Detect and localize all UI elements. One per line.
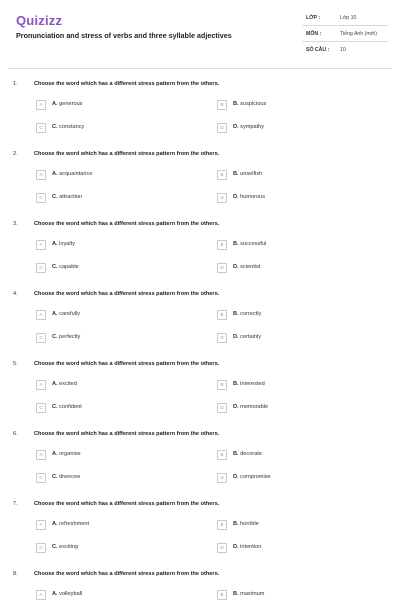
- question-prompt: Choose the word which has a different stress pattern from the others.: [34, 431, 220, 437]
- question-prompt: Choose the word which has a different stress pattern from the others.: [34, 361, 220, 367]
- option-letter: A.: [52, 311, 58, 317]
- answer-option[interactable]: [217, 333, 337, 343]
- answer-option[interactable]: [217, 543, 337, 553]
- option-word: refreshment: [59, 521, 90, 527]
- option-word: correctly: [240, 311, 262, 317]
- option-word: capable: [59, 264, 79, 270]
- option-word: memorable: [240, 404, 269, 410]
- option-label: [52, 264, 79, 270]
- option-letter: D.: [233, 544, 239, 550]
- option-letter: A.: [52, 451, 58, 457]
- option-word: acquaintance: [59, 171, 93, 177]
- meta-key: MÔN :: [306, 31, 322, 37]
- question-number: 4.: [13, 291, 18, 297]
- answer-option[interactable]: [217, 123, 337, 133]
- question-number: 8.: [13, 571, 18, 577]
- option-checkbox[interactable]: B: [217, 590, 227, 600]
- option-label: [233, 451, 262, 457]
- meta-value: Lớp 10: [340, 15, 357, 21]
- option-checkbox[interactable]: C: [36, 403, 46, 413]
- answer-option[interactable]: [36, 403, 156, 413]
- option-word: humorous: [240, 194, 266, 200]
- option-letter: C.: [52, 194, 58, 200]
- option-letter: D.: [233, 264, 239, 270]
- option-checkbox[interactable]: D: [217, 473, 227, 483]
- answer-option[interactable]: [217, 170, 337, 180]
- answer-option[interactable]: [217, 380, 337, 390]
- option-label: [52, 474, 80, 480]
- option-checkbox[interactable]: A: [36, 170, 46, 180]
- option-label: [233, 101, 266, 107]
- option-label: [52, 544, 78, 550]
- answer-option[interactable]: [36, 170, 156, 180]
- meta-value: 10: [340, 47, 346, 53]
- option-label: [233, 334, 261, 340]
- option-letter: A.: [52, 171, 58, 177]
- answer-option[interactable]: [36, 543, 156, 553]
- meta-key: LỚP :: [306, 15, 321, 21]
- question-number: 6.: [13, 431, 18, 437]
- option-label: [52, 334, 80, 340]
- answer-option[interactable]: [217, 193, 337, 203]
- option-checkbox[interactable]: D: [217, 193, 227, 203]
- option-word: exciting: [59, 544, 79, 550]
- option-letter: B.: [233, 521, 239, 527]
- question-number: 5.: [13, 361, 18, 367]
- answer-option[interactable]: [36, 473, 156, 483]
- question-prompt: Choose the word which has a different stress pattern from the others.: [34, 291, 220, 297]
- question-item: [0, 81, 400, 151]
- option-label: [52, 404, 82, 410]
- option-letter: B.: [233, 241, 239, 247]
- question-item: [0, 361, 400, 431]
- option-label: [233, 171, 262, 177]
- option-label: [233, 521, 259, 527]
- option-letter: C.: [52, 264, 58, 270]
- option-letter: C.: [52, 544, 58, 550]
- option-word: suspicious: [240, 101, 267, 107]
- question-prompt: Choose the word which has a different stress pattern from the others.: [34, 151, 220, 157]
- option-label: [233, 194, 265, 200]
- option-word: carefully: [59, 311, 80, 317]
- option-letter: B.: [233, 451, 239, 457]
- option-label: [52, 171, 92, 177]
- option-checkbox[interactable]: B: [217, 520, 227, 530]
- option-word: organise: [59, 451, 81, 457]
- question-prompt: Choose the word which has a different stress pattern from the others.: [34, 221, 220, 227]
- option-label: [52, 311, 80, 317]
- option-checkbox[interactable]: B: [217, 240, 227, 250]
- question-item: [0, 571, 400, 600]
- question-prompt: Choose the word which has a different stress pattern from the others.: [34, 81, 220, 87]
- quizizz-logo: [16, 13, 62, 28]
- option-label: [52, 241, 75, 247]
- meta-key: SỐ CÂU :: [306, 47, 330, 53]
- option-label: [52, 194, 82, 200]
- option-checkbox[interactable]: C: [36, 263, 46, 273]
- option-word: attraction: [59, 194, 83, 200]
- logo-text: Quizizz: [16, 13, 63, 28]
- option-word: maximum: [240, 591, 265, 597]
- option-checkbox[interactable]: D: [217, 333, 227, 343]
- option-checkbox[interactable]: D: [217, 543, 227, 553]
- option-word: interested: [240, 381, 265, 387]
- answer-option[interactable]: [36, 240, 156, 250]
- option-checkbox[interactable]: B: [217, 310, 227, 320]
- option-letter: A.: [52, 591, 58, 597]
- meta-row-subject: [302, 26, 388, 42]
- option-label: [52, 591, 82, 597]
- option-letter: B.: [233, 171, 239, 177]
- option-label: [233, 124, 264, 130]
- option-letter: A.: [52, 521, 58, 527]
- option-checkbox[interactable]: C: [36, 333, 46, 343]
- answer-option[interactable]: [36, 123, 156, 133]
- option-letter: C.: [52, 334, 58, 340]
- option-checkbox[interactable]: A: [36, 100, 46, 110]
- option-word: decorate: [240, 451, 262, 457]
- option-letter: D.: [233, 334, 239, 340]
- option-letter: D.: [233, 124, 239, 130]
- option-label: [233, 264, 260, 270]
- answer-option[interactable]: [36, 333, 156, 343]
- option-letter: C.: [52, 474, 58, 480]
- meta-row-class: [302, 10, 388, 26]
- option-checkbox[interactable]: B: [217, 380, 227, 390]
- answer-option[interactable]: [217, 450, 337, 460]
- answer-option[interactable]: [217, 590, 337, 600]
- option-letter: A.: [52, 381, 58, 387]
- option-checkbox[interactable]: A: [36, 450, 46, 460]
- answer-option[interactable]: [36, 450, 156, 460]
- option-word: horrible: [240, 521, 259, 527]
- option-label: [233, 544, 261, 550]
- option-word: compromise: [240, 474, 271, 480]
- worksheet-title: Pronunciation and stress of verbs and three syllable adjectives: [16, 31, 232, 40]
- option-checkbox[interactable]: A: [36, 310, 46, 320]
- option-letter: D.: [233, 404, 239, 410]
- option-letter: B.: [233, 591, 239, 597]
- meta-table: [302, 10, 388, 57]
- answer-option[interactable]: [217, 263, 337, 273]
- option-label: [52, 521, 89, 527]
- option-checkbox[interactable]: C: [36, 193, 46, 203]
- answer-option[interactable]: [217, 310, 337, 320]
- question-number: 2.: [13, 151, 18, 157]
- option-letter: A.: [52, 241, 58, 247]
- option-label: [233, 474, 271, 480]
- option-letter: B.: [233, 311, 239, 317]
- answer-option[interactable]: [36, 590, 156, 600]
- option-word: excited: [59, 381, 77, 387]
- question-item: [0, 431, 400, 501]
- answer-option[interactable]: [217, 520, 337, 530]
- option-checkbox[interactable]: A: [36, 590, 46, 600]
- option-word: scientist: [240, 264, 261, 270]
- option-label: [233, 591, 264, 597]
- option-checkbox[interactable]: D: [217, 403, 227, 413]
- answer-option[interactable]: [36, 520, 156, 530]
- option-checkbox[interactable]: A: [36, 380, 46, 390]
- option-letter: C.: [52, 404, 58, 410]
- option-checkbox[interactable]: B: [217, 450, 227, 460]
- question-item: [0, 221, 400, 291]
- meta-row-count: [302, 42, 388, 57]
- option-word: intention: [240, 544, 262, 550]
- option-label: [52, 381, 77, 387]
- answer-option[interactable]: [217, 473, 337, 483]
- answer-option[interactable]: [36, 263, 156, 273]
- option-word: successful: [240, 241, 267, 247]
- option-label: [52, 124, 84, 130]
- option-letter: D.: [233, 194, 239, 200]
- option-letter: B.: [233, 101, 239, 107]
- answer-option[interactable]: [36, 193, 156, 203]
- option-letter: C.: [52, 124, 58, 130]
- option-label: [52, 101, 82, 107]
- answer-option[interactable]: [217, 240, 337, 250]
- question-item: [0, 501, 400, 571]
- question-number: 7.: [13, 501, 18, 507]
- option-letter: A.: [52, 101, 58, 107]
- option-checkbox[interactable]: C: [36, 473, 46, 483]
- question-prompt: Choose the word which has a different stress pattern from the others.: [34, 501, 220, 507]
- option-checkbox[interactable]: B: [217, 100, 227, 110]
- answer-option[interactable]: [36, 310, 156, 320]
- option-checkbox[interactable]: D: [217, 123, 227, 133]
- answer-option[interactable]: [36, 380, 156, 390]
- option-word: volleyball: [59, 591, 83, 597]
- option-word: confident: [59, 404, 82, 410]
- answer-option[interactable]: [217, 403, 337, 413]
- option-checkbox[interactable]: C: [36, 123, 46, 133]
- option-word: constancy: [59, 124, 85, 130]
- option-label: [52, 451, 81, 457]
- option-label: [233, 311, 261, 317]
- option-label: [233, 381, 265, 387]
- header-divider: [8, 68, 392, 69]
- option-word: loyalty: [59, 241, 76, 247]
- option-label: [233, 241, 266, 247]
- option-checkbox[interactable]: B: [217, 170, 227, 180]
- question-number: 1.: [13, 81, 18, 87]
- answer-option[interactable]: [217, 100, 337, 110]
- question-prompt: Choose the word which has a different stress pattern from the others.: [34, 571, 220, 577]
- option-word: divorcee: [59, 474, 81, 480]
- option-checkbox[interactable]: A: [36, 520, 46, 530]
- option-letter: B.: [233, 381, 239, 387]
- meta-value: Tiếng Anh (mới): [340, 31, 377, 37]
- option-word: perfectly: [59, 334, 81, 340]
- question-item: [0, 151, 400, 221]
- option-label: [233, 404, 268, 410]
- option-word: unselfish: [240, 171, 263, 177]
- question-number: 3.: [13, 221, 18, 227]
- option-word: sympathy: [240, 124, 265, 130]
- question-item: [0, 291, 400, 361]
- option-word: certainly: [240, 334, 261, 340]
- option-checkbox[interactable]: C: [36, 543, 46, 553]
- answer-option[interactable]: [36, 100, 156, 110]
- option-checkbox[interactable]: A: [36, 240, 46, 250]
- option-letter: D.: [233, 474, 239, 480]
- option-word: generous: [59, 101, 83, 107]
- option-checkbox[interactable]: D: [217, 263, 227, 273]
